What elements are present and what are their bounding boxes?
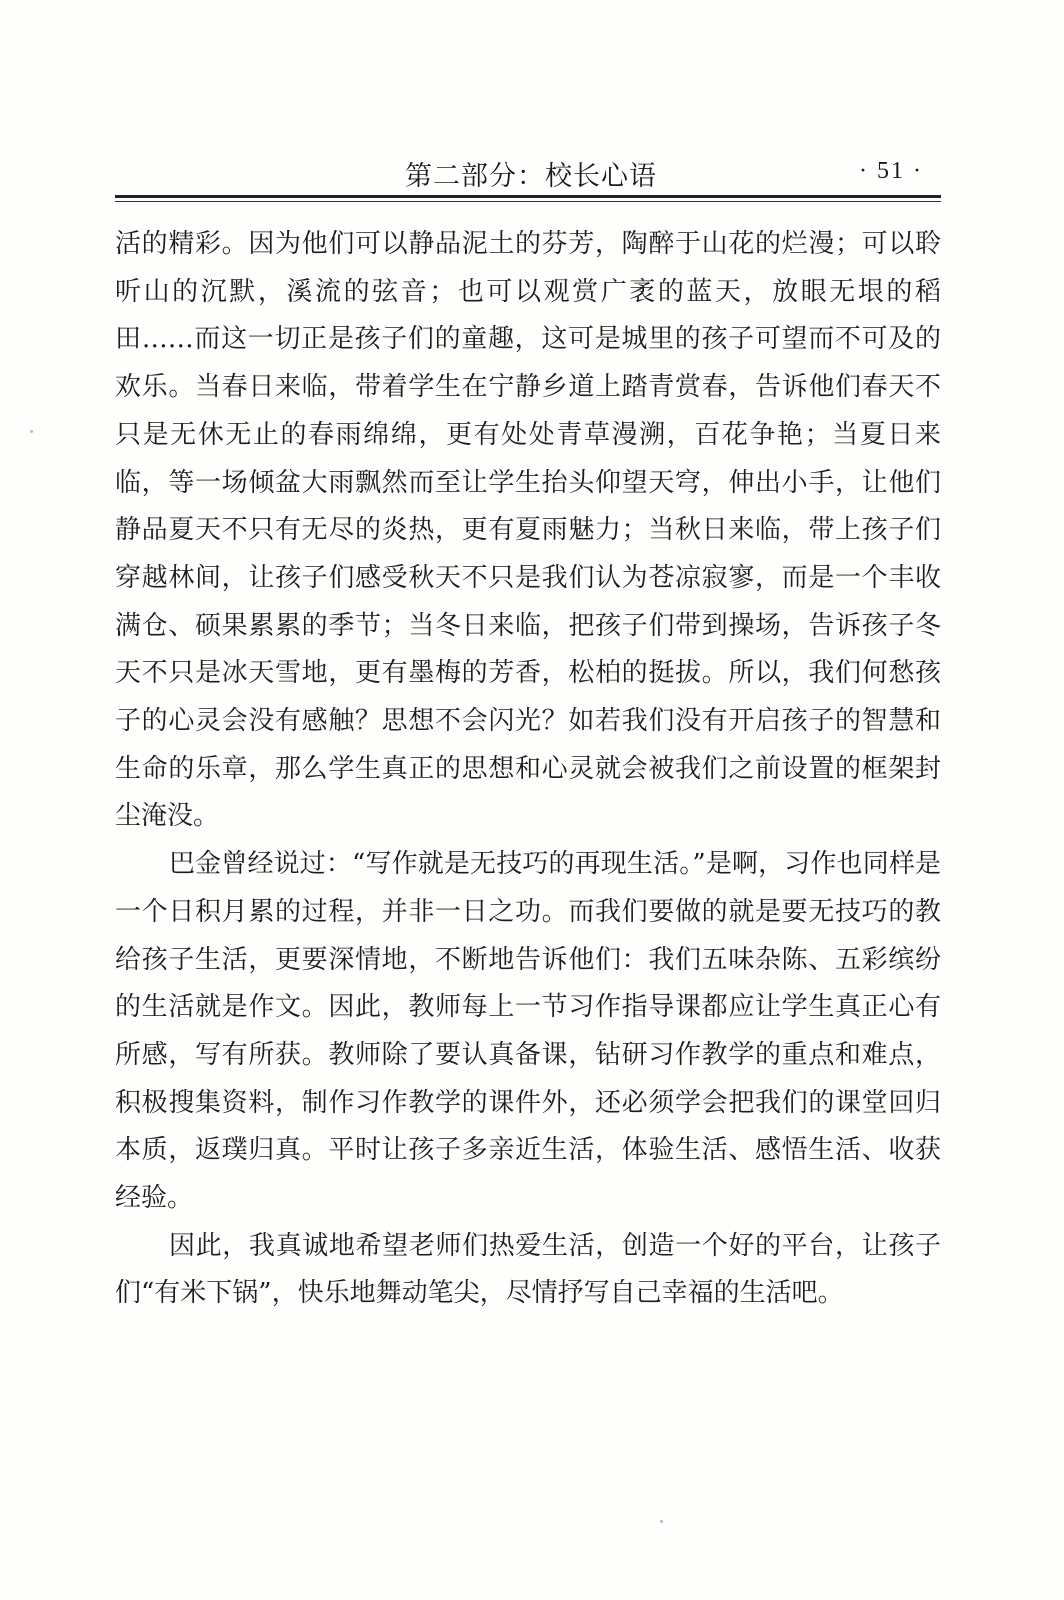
body-text: [115, 221, 941, 1318]
scan-speck: [30, 430, 33, 433]
section-title: 第二部分：校长心语: [405, 161, 657, 192]
paragraph-3: 因此，我真诚地希望老师们热爱生活，创造一个好的平台，让孩子们“有米下锅”，快乐地舞动笔尖，尽情抒写自己幸福的生活吧。: [115, 1230, 941, 1309]
paragraph-1: 活的精彩。因为他们可以静品泥土的芬芳，陶醉于山花的烂漫；可以聆听山的沉默，溪流的弦音；也可以观赏广袤的蓝天，放眼无垠的稻田……而这一切正是孩子们的童趣，这可是城里的孩子可望而不可及的欢乐。当春日来临，带着学生在宁静乡道上踏青赏春，告诉他们春天不只是无休无止的春雨绵绵，更有处处青草漫溯，百花争艳；当夏日来临，等一场倾盆大雨飘然而至让学生抬头仰望天穹，伸出小手，让他们静品夏天不只有无尽的炎热，更有夏雨魅力；当秋日来临，带上孩子们穿越林间，让孩子们感受秋天不只是我们认为苍凉寂寥，而是一个丰收满仓、硕果累累的季节；当冬日来临，把孩子们带到操场，告诉孩子冬天不只是冰天雪地，更有墨梅的芳香，松柏的挺拔。所以，我们何愁孩子的心灵会没有感触？思想不会闪光？如若我们没有开启孩子的智慧和生命的乐章，那么学生真正的思想和心灵就会被我们之前设置的框架封尘淹没。: [115, 229, 941, 832]
page-number: · 51 ·: [859, 158, 923, 184]
header-rule-thick: [115, 195, 941, 198]
running-header: [115, 150, 937, 194]
header-rule-thin: [115, 201, 941, 202]
scan-speck: [660, 1520, 663, 1523]
paragraph-2: 巴金曾经说过：“写作就是无技巧的再现生活。”是啊，习作也同样是一个日积月累的过程，并非一日之功。而我们要做的就是要无技巧的教给孩子生活，更要深情地，不断地告诉他们：我们五味杂陈、五彩缤纷的生活就是作文。因此，教师每上一节习作指导课都应让学生真正心有所感，写有所获。教师除了要认真备课，钻研习作教学的重点和难点，积极搜集资料，制作习作教学的课件外，还必须学会把我们的课堂回归本质，返璞归真。平时让孩子多亲近生活，体验生活、感悟生活、收获经验。: [115, 849, 941, 1214]
